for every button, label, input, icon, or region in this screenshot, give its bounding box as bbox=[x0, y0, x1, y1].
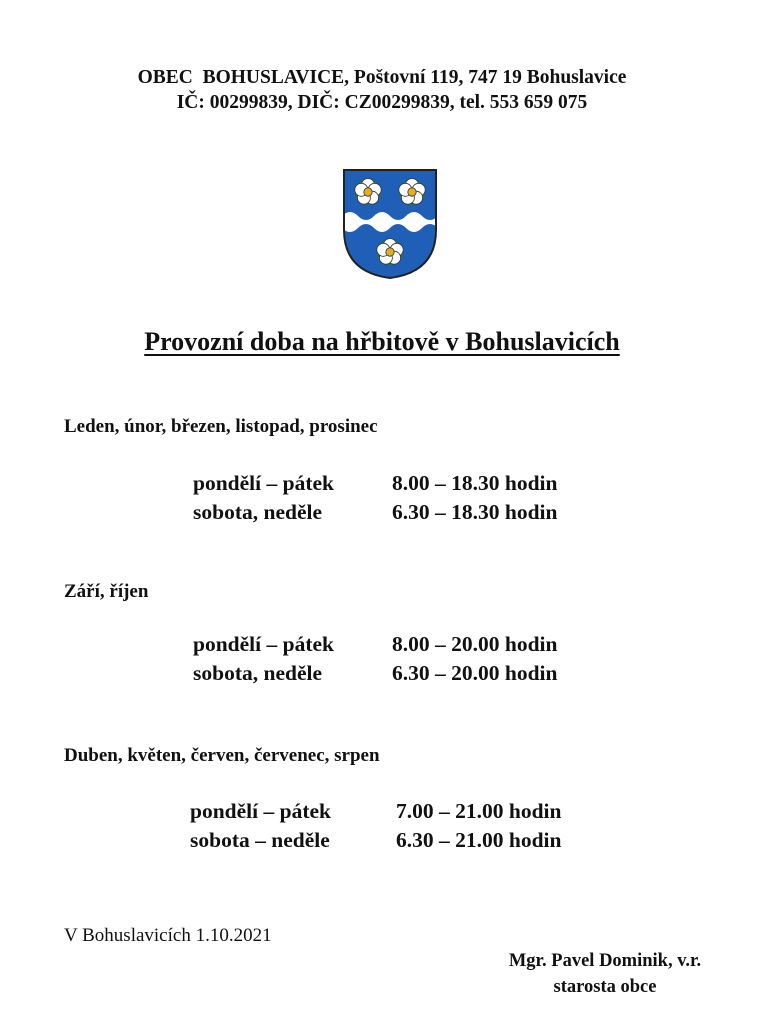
hours-time-value: 8.00 – 18.30 hodin bbox=[392, 471, 558, 495]
hours-days-label: sobota – neděle bbox=[190, 828, 330, 852]
hours-time-value: 8.00 – 20.00 hodin bbox=[392, 632, 558, 656]
hours-days-label: pondělí – pátek bbox=[190, 799, 331, 823]
hours-time-value: 7.00 – 21.00 hodin bbox=[396, 799, 562, 823]
signature-name: Mgr. Pavel Dominik, v.r. bbox=[508, 951, 702, 971]
coat-of-arms-icon bbox=[342, 168, 438, 280]
municipality-address-line: OBEC BOHUSLAVICE, Poštovní 119, 747 19 Bohuslavice bbox=[137, 67, 627, 88]
hours-time-value: 6.30 – 21.00 hodin bbox=[396, 828, 562, 852]
hours-time-value: 6.30 – 18.30 hodin bbox=[392, 500, 558, 524]
page-title-text: Provozní doba na hřbitově v Bohuslavicích bbox=[144, 327, 620, 356]
signature-role: starosta obce bbox=[553, 977, 657, 997]
season-months-summer: Duben, květen, červen, červenec, srpen bbox=[64, 745, 380, 766]
hours-days-label: sobota, neděle bbox=[193, 661, 322, 685]
season-months-winter: Leden, únor, březen, listopad, prosinec bbox=[64, 416, 378, 437]
hours-days-label: pondělí – pátek bbox=[193, 632, 334, 656]
hours-days-label: sobota, neděle bbox=[193, 500, 322, 524]
place-and-date: V Bohuslavicích 1.10.2021 bbox=[64, 925, 272, 946]
page-title bbox=[0, 326, 764, 358]
season-months-autumn: Září, říjen bbox=[64, 581, 149, 602]
hours-time-value: 6.30 – 20.00 hodin bbox=[392, 661, 558, 685]
municipality-ids-line: IČ: 00299839, DIČ: CZ00299839, tel. 553 659 075 bbox=[176, 92, 588, 113]
hours-days-label: pondělí – pátek bbox=[193, 471, 334, 495]
